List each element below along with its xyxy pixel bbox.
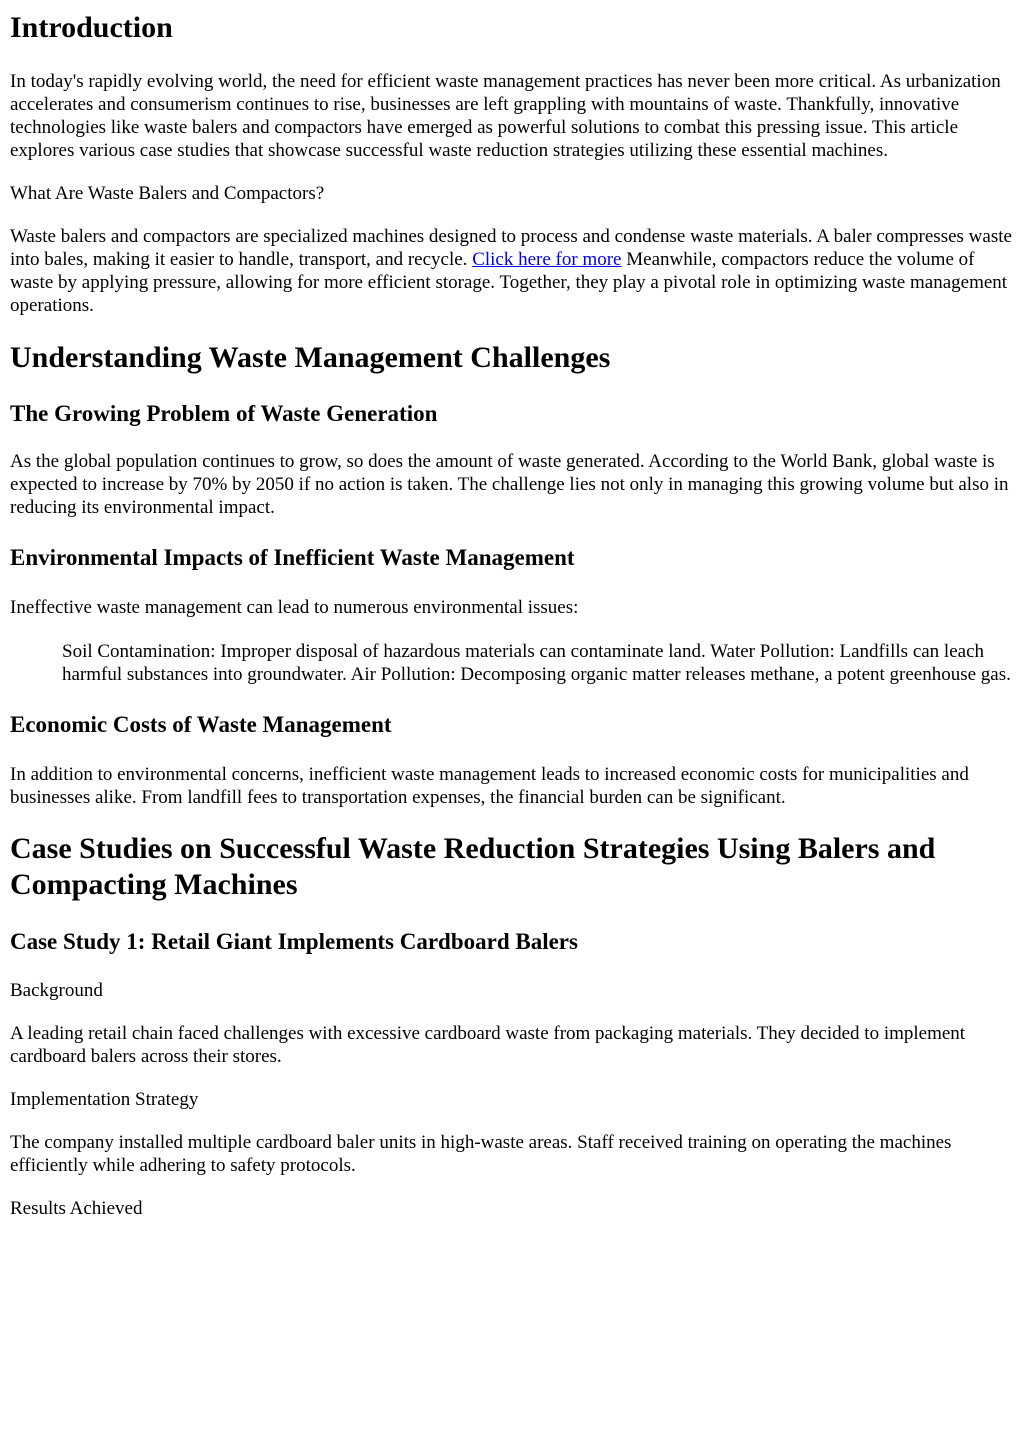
- click-here-link[interactable]: Click here for more: [472, 249, 622, 270]
- case-studies-heading: Case Studies on Successful Waste Reduction Strategies Using Balers and Compacting Machines: [10, 832, 936, 901]
- implementation-paragraph: The company installed multiple cardboard baler units in high-waste areas. Staff received training on operating the machines efficiently while adhering to safety protocols.: [10, 1132, 952, 1176]
- case-study-1-heading: Case Study 1: Retail Giant Implements Cardboard Balers: [10, 929, 578, 954]
- what-are-balers-label: What Are Waste Balers and Compactors?: [10, 183, 325, 204]
- background-paragraph: A leading retail chain faced challenges with excessive cardboard waste from packaging materials. They decided to implement cardboard balers across their stores.: [10, 1023, 966, 1067]
- definition-text-before: Waste balers and compactors are specialized machines designed to process and condense waste materials. A baler compresses waste into bales, making it easier to handle, transport, and recycle.: [10, 226, 1012, 270]
- definition-paragraph: [10, 225, 1014, 317]
- definition-text-after: Meanwhile, compactors reduce the volume of waste by applying pressure, allowing for more efficient storage. Together, they play a pivotal role in optimizing waste management operations.: [10, 249, 1008, 316]
- implementation-label: Implementation Strategy: [10, 1089, 199, 1110]
- environmental-impacts-paragraph: Ineffective waste management can lead to numerous environmental issues:: [10, 597, 579, 618]
- economic-costs-paragraph: In addition to environmental concerns, inefficient waste management leads to increased economic costs for municipalities and businesses alike. From landfill fees to transportation expenses, the financial burden can be significant.: [10, 764, 969, 808]
- economic-costs-heading: Economic Costs of Waste Management: [10, 712, 392, 737]
- environmental-impacts-heading: Environmental Impacts of Inefficient Waste Management: [10, 545, 575, 570]
- environmental-issues-quote: Soil Contamination: Improper disposal of hazardous materials can contaminate land. Water Pollution: Landfills can leach harmful substances into groundwater. Air Pollution: Decomposing organic matter releases methane, a potent greenhouse gas.: [62, 641, 1011, 685]
- growing-problem-heading: The Growing Problem of Waste Generation: [10, 401, 438, 426]
- background-label: Background: [10, 980, 103, 1001]
- understanding-heading: Understanding Waste Management Challenges: [10, 341, 611, 374]
- intro-heading: Introduction: [10, 11, 173, 44]
- growing-problem-paragraph: As the global population continues to grow, so does the amount of waste generated. According to the World Bank, global waste is expected to increase by 70% by 2050 if no action is taken. The challenge lies not only in managing this growing volume but also in reducing its environmental impact.: [10, 451, 1009, 518]
- intro-paragraph: In today's rapidly evolving world, the need for efficient waste management practices has never been more critical. As urbanization accelerates and consumerism continues to rise, businesses are left grappling with mountains of waste. Thankfully, innovative technologies like waste balers and compactors have emerged as powerful solutions to combat this pressing issue. This article explores various case studies that showcase successful waste reduction strategies utilizing these essential machines.: [10, 71, 1001, 161]
- results-label: Results Achieved: [10, 1198, 143, 1219]
- document-page: [0, 10, 1024, 1220]
